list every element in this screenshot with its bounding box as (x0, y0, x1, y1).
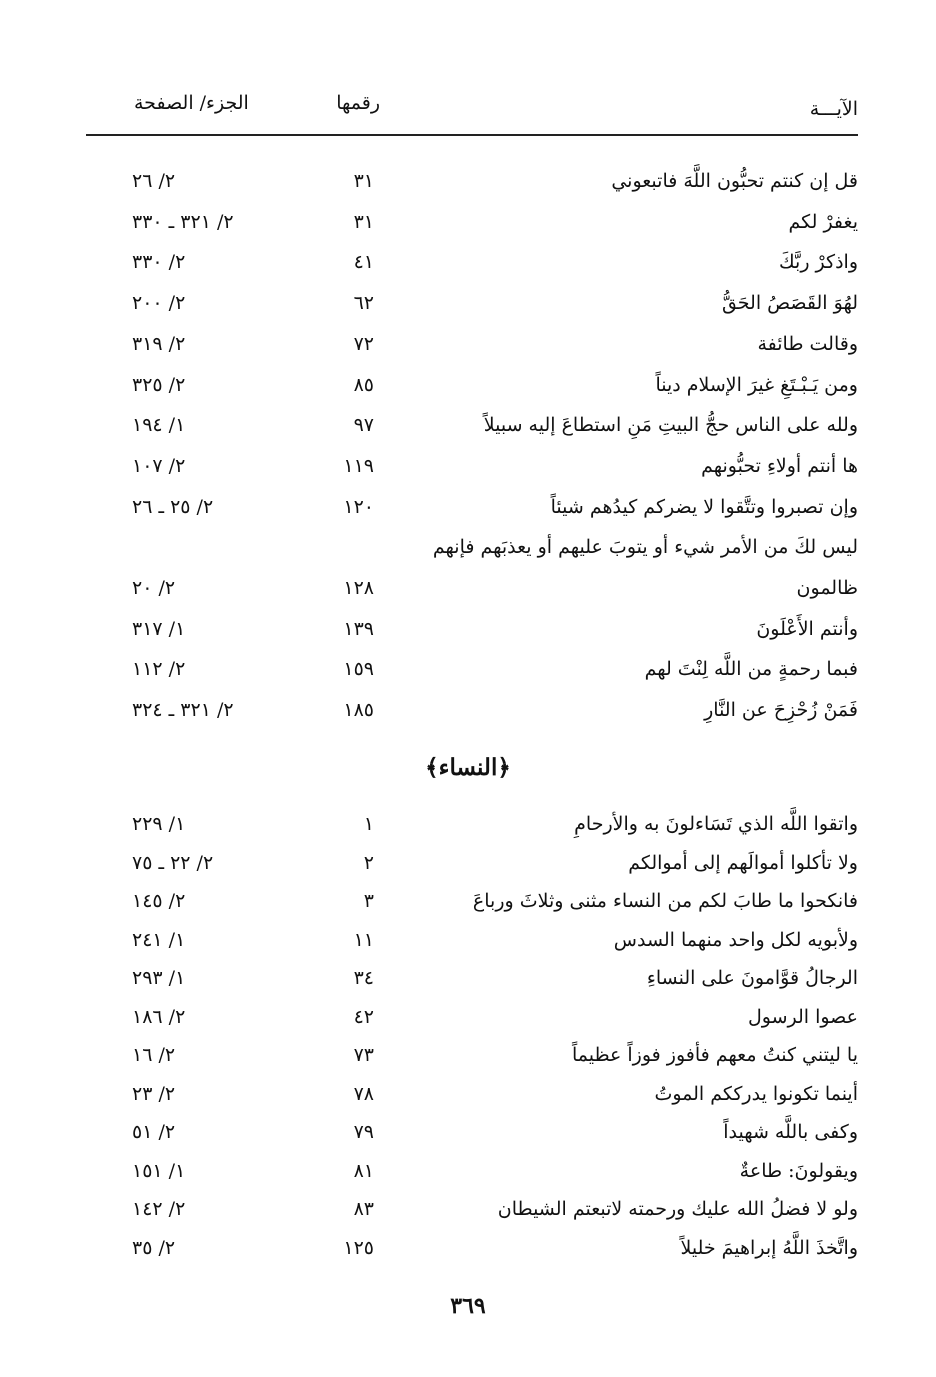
part-page: ٢/ ٢٣ (132, 1082, 176, 1105)
table-row (86, 407, 858, 443)
part-page: ٢/ ٣٣٠ (132, 251, 186, 274)
table-row (86, 960, 858, 996)
part-page: ٢/ ٥١ (132, 1121, 176, 1143)
table-row (86, 244, 858, 280)
ayah-number: ٨٣ (353, 1198, 374, 1220)
part-page: ٢/ ٣١٩ (132, 332, 186, 355)
part-page: ٢/ ٢٠٠ (132, 292, 186, 315)
ayah-text: وقالت طائفة (757, 332, 858, 355)
table-row (86, 883, 858, 919)
ayah-text: يغفرْ لكم (788, 210, 858, 233)
ayah-number: ٩٧ (353, 414, 374, 437)
header-number: رقمها (336, 92, 380, 114)
ayah-number: ٧٨ (353, 1082, 374, 1105)
ayah-number: ٧٢ (353, 332, 374, 355)
ayah-number: ٢ (363, 851, 374, 874)
header-ayah: الآيـــة (809, 98, 858, 120)
ayah-text: ولا تأكلوا أموالَهم إلى أموالكم (628, 851, 858, 874)
ayah-text: يا ليتني كنتُ معهم فأفوز فوزاً عظيماً (571, 1044, 858, 1066)
ayah-number: ٤١ (353, 251, 374, 274)
ayah-text: لهُوَ القَصَصُ الحَقُّ (721, 292, 858, 315)
table-row (86, 1230, 858, 1266)
table-row (86, 611, 858, 647)
header-part-page: الجزء/ الصفحة (134, 92, 249, 114)
ayah-text: قل إن كنتم تحبُّون اللَّهَ فاتبعوني (611, 170, 858, 192)
table-row (86, 326, 858, 362)
table-row (86, 922, 858, 958)
table-header (86, 92, 858, 128)
table-row (86, 1037, 858, 1073)
ayah-text: واتقوا اللَّه الذي تَسَاءلونَ به والأرحامِ (574, 813, 858, 835)
ayah-number: ٣١ (353, 170, 374, 192)
table-row (86, 806, 858, 842)
ayah-text: ولله على الناس حجُّ البيتِ مَنِ استطاعَ إليه سبيلاً (483, 414, 858, 437)
ayah-number: ٧٩ (353, 1121, 374, 1143)
ayah-text: فَمَنْ زُحْزِحَ عن النَّارِ (704, 699, 858, 722)
ayah-text: عصوا الرسول (747, 1005, 858, 1028)
ayah-text: وكفى باللَّه شهيداً (723, 1121, 858, 1143)
part-page: ٢/ ١٦ (132, 1044, 176, 1066)
ayah-text: وأنتم الأَعْلَونَ (756, 617, 858, 640)
part-page: ٢/ ١٤٥ (132, 890, 186, 912)
ayah-text: الرجالُ قوَّامونَ على النساءِ (646, 967, 858, 989)
part-page: ٢/ ٢٦ (132, 170, 176, 192)
part-page: ١/ ٢٤١ (132, 928, 186, 951)
table-row (86, 529, 858, 565)
part-page: ٢/ ٣٢١ ـ ٣٣٠ (132, 210, 234, 233)
part-page: ١/ ١٩٤ (132, 414, 186, 437)
ayah-number: ١٢٥ (343, 1236, 374, 1259)
ayah-number: ٨٥ (353, 373, 374, 396)
ayah-number: ١ (363, 813, 374, 835)
ayah-text: أينما تكونوا يدرككم الموتُ (654, 1082, 858, 1105)
ayah-number: ١٨٥ (343, 699, 374, 722)
table-row (86, 1114, 858, 1150)
part-page: ٢/ ٢٢ ـ ٧٥ (132, 851, 214, 874)
table-row (86, 570, 858, 606)
part-page: ٢/ ٣٢١ ـ ٣٢٤ (132, 699, 234, 722)
part-page: ٢/ ٣٥ (132, 1236, 176, 1259)
part-page: ١/ ٢٢٩ (132, 813, 186, 835)
part-page: ١/ ١٥١ (132, 1159, 186, 1182)
part-page: ٢/ ١٠٧ (132, 454, 186, 477)
table-row (86, 692, 858, 728)
ayah-text: واذكرْ ربَّكَ (779, 251, 858, 274)
ayah-text: ها أنتم أولاءِ تحبُّونهم (701, 454, 858, 477)
part-page: ٢/ ٢٥ ـ ٢٦ (132, 495, 214, 518)
table-row (86, 845, 858, 881)
ayah-number: ٨١ (353, 1159, 374, 1182)
table-row (86, 1191, 858, 1227)
ayah-number: ٦٢ (353, 292, 374, 315)
table-row (86, 204, 858, 240)
part-page: ٢/ ٢٠ (132, 577, 176, 599)
table-row (86, 999, 858, 1035)
ayah-text: فبما رحمةٍ من اللَّه لِنْتَ لهم (644, 658, 858, 681)
part-page: ٢/ ١٤٢ (132, 1198, 186, 1220)
ayah-text: ومن يَـبْـتَغِ غيرَ الإسلام ديناً (655, 373, 858, 396)
ayah-text: ويقولونَ: طاعةٌ (739, 1159, 858, 1182)
table-row (86, 448, 858, 484)
table-row (86, 367, 858, 403)
part-page: ١/ ٣١٧ (132, 617, 186, 640)
page-number: ٣٦٩ (450, 1293, 486, 1319)
ayah-number: ١١ (353, 928, 374, 951)
table-row (86, 163, 858, 199)
ayah-number: ٣١ (353, 210, 374, 233)
part-page: ١/ ٢٩٣ (132, 967, 186, 989)
ayah-number: ٣ (363, 890, 374, 912)
part-page: ٢/ ١٨٦ (132, 1005, 186, 1028)
ayah-number: ١٢٠ (343, 495, 374, 518)
ayah-text: ليس لكَ من الأمر شيء أو يتوبَ عليهم أو يعذبَهم فإنهم (432, 536, 858, 559)
part-page: ٢/ ٣٢٥ (132, 373, 186, 396)
ayah-text: وإن تصبروا وتتَّقوا لا يضركم كيدُهم شيئاً (550, 495, 858, 518)
table-row (86, 651, 858, 687)
ayah-text: فانكحوا ما طابَ لكم من النساء مثنى وثلاثَ ورباعَ (472, 890, 858, 912)
ayah-text: واتَّخذَ اللَّهُ إبراهيمَ خليلاً (680, 1236, 858, 1259)
table-row (86, 1153, 858, 1189)
ayah-number: ١١٩ (343, 454, 374, 477)
ayah-number: ٤٢ (353, 1005, 374, 1028)
section-title: ﴿النساء﴾ (425, 754, 511, 781)
ayah-number: ١٣٩ (343, 617, 374, 640)
table-row (86, 285, 858, 321)
table-row (86, 1076, 858, 1112)
part-page: ٢/ ١١٢ (132, 658, 186, 681)
table-row (86, 489, 858, 525)
ayah-number: ١٥٩ (343, 658, 374, 681)
ayah-text: ولأبويه لكل واحد منهما السدس (613, 928, 858, 951)
ayah-number: ٧٣ (353, 1044, 374, 1066)
ayah-text: ظالمون (796, 577, 858, 599)
ayah-number: ٣٤ (353, 967, 374, 989)
ayah-number: ١٢٨ (343, 577, 374, 599)
header-divider (86, 134, 858, 136)
ayah-text: ولو لا فضلُ الله عليك ورحمته لاتبعتم الشيطان (497, 1198, 858, 1220)
